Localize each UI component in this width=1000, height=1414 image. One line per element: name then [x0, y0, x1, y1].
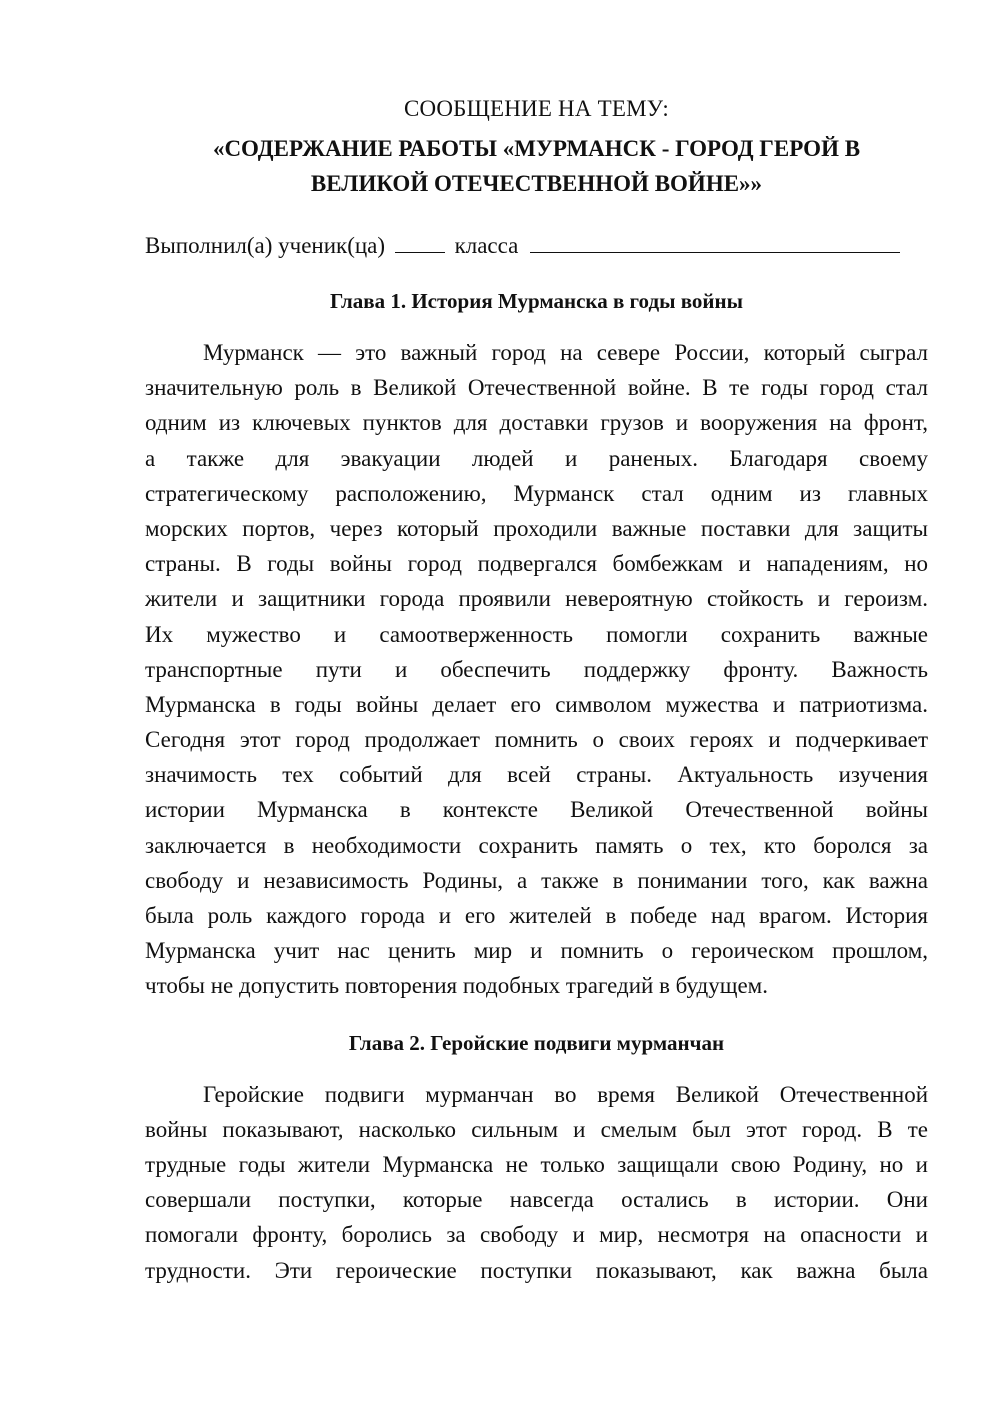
author-class-label: класса: [454, 233, 519, 258]
title-line-2: ВЕЛИКОЙ ОТЕЧЕСТВЕННОЙ ВОЙНЕ»»: [310, 171, 763, 196]
paragraph-line: страны. В годы войны город подвергался бомбежкам и нападениям, но: [145, 551, 928, 577]
document-title: [145, 131, 928, 201]
chapter-2-paragraph: [145, 1077, 928, 1288]
paragraph-line: жители и защитники города проявили невероятную стойкость и героизм.: [145, 586, 928, 612]
author-line: [145, 229, 928, 263]
paragraph-line: заключается в необходимости сохранить память о тех, кто боролся за: [145, 832, 928, 858]
paragraph-line: трудности. Эти героические поступки показывают, как важна была: [145, 1257, 928, 1283]
paragraph-line: трудные годы жители Мурманска не только защищали свою Родину, но и: [145, 1151, 928, 1177]
paragraph-line: помогали фронту, боролись за свободу и мир, несмотря на опасности и: [145, 1222, 928, 1248]
paragraph-line: войны показывают, насколько сильным и смелым был этот город. В те: [145, 1116, 928, 1142]
paragraph-line: совершали поступки, которые навсегда остались в истории. Они: [145, 1187, 928, 1213]
paragraph-line: Сегодня этот город продолжает помнить о своих героях и подчеркивает: [145, 727, 928, 753]
student-name-blank: [530, 230, 900, 253]
paragraph-line: транспортные пути и обеспечить поддержку фронту. Важность: [145, 656, 928, 682]
paragraph-line: Мурманска учит нас ценить мир и помнить о героическом прошлом,: [145, 938, 928, 964]
paragraph-line: Мурманск — это важный город на севере России, который сыграл: [203, 340, 928, 365]
paragraph-line: морских портов, через который проходили важные поставки для защиты: [145, 515, 928, 541]
chapter-1-title: Глава 1. История Мурманска в годы войны: [329, 289, 744, 313]
class-number-blank: [395, 230, 445, 253]
paragraph-line: стратегическому расположению, Мурманск стал одним из главных: [145, 480, 928, 506]
paragraph-line: Геройские подвиги мурманчан во время Великой Отечественной: [203, 1081, 928, 1107]
paragraph-line: Их мужество и самоотверженность помогли сохранить важные: [145, 621, 928, 647]
chapter-2-title: Глава 2. Геройские подвиги мурманчан: [348, 1030, 725, 1055]
document-heading: СООБЩЕНИЕ НА ТЕМУ:: [404, 96, 669, 121]
title-line-1: «СОДЕРЖАНИЕ РАБОТЫ «МУРМАНСК - ГОРОД ГЕРОЙ В: [212, 136, 861, 161]
paragraph-line: Мурманска в годы войны делает его символом мужества и патриотизма.: [145, 691, 928, 717]
paragraph-line: а также для эвакуации людей и раненых. Благодаря своему: [145, 445, 928, 471]
chapter-1-paragraph: [145, 335, 928, 1004]
author-prefix: Выполнил(а) ученик(ца): [145, 233, 386, 258]
paragraph-line: значимость тех событий для всей страны. Актуальность изучения: [145, 762, 928, 788]
paragraph-line: чтобы не допустить повторения подобных трагедий в будущем.: [145, 973, 768, 999]
paragraph-line: была роль каждого города и его жителей в победе над врагом. История: [145, 903, 928, 928]
paragraph-line: значительную роль в Великой Отечественной войне. В те годы город стал: [145, 375, 928, 401]
paragraph-line: свободу и независимость Родины, а также в понимании того, как важна: [145, 867, 928, 893]
paragraph-line: истории Мурманска в контексте Великой Отечественной войны: [145, 797, 928, 823]
document-page: [145, 92, 928, 1288]
paragraph-line: одним из ключевых пунктов для доставки грузов и вооружения на фронт,: [145, 410, 928, 436]
